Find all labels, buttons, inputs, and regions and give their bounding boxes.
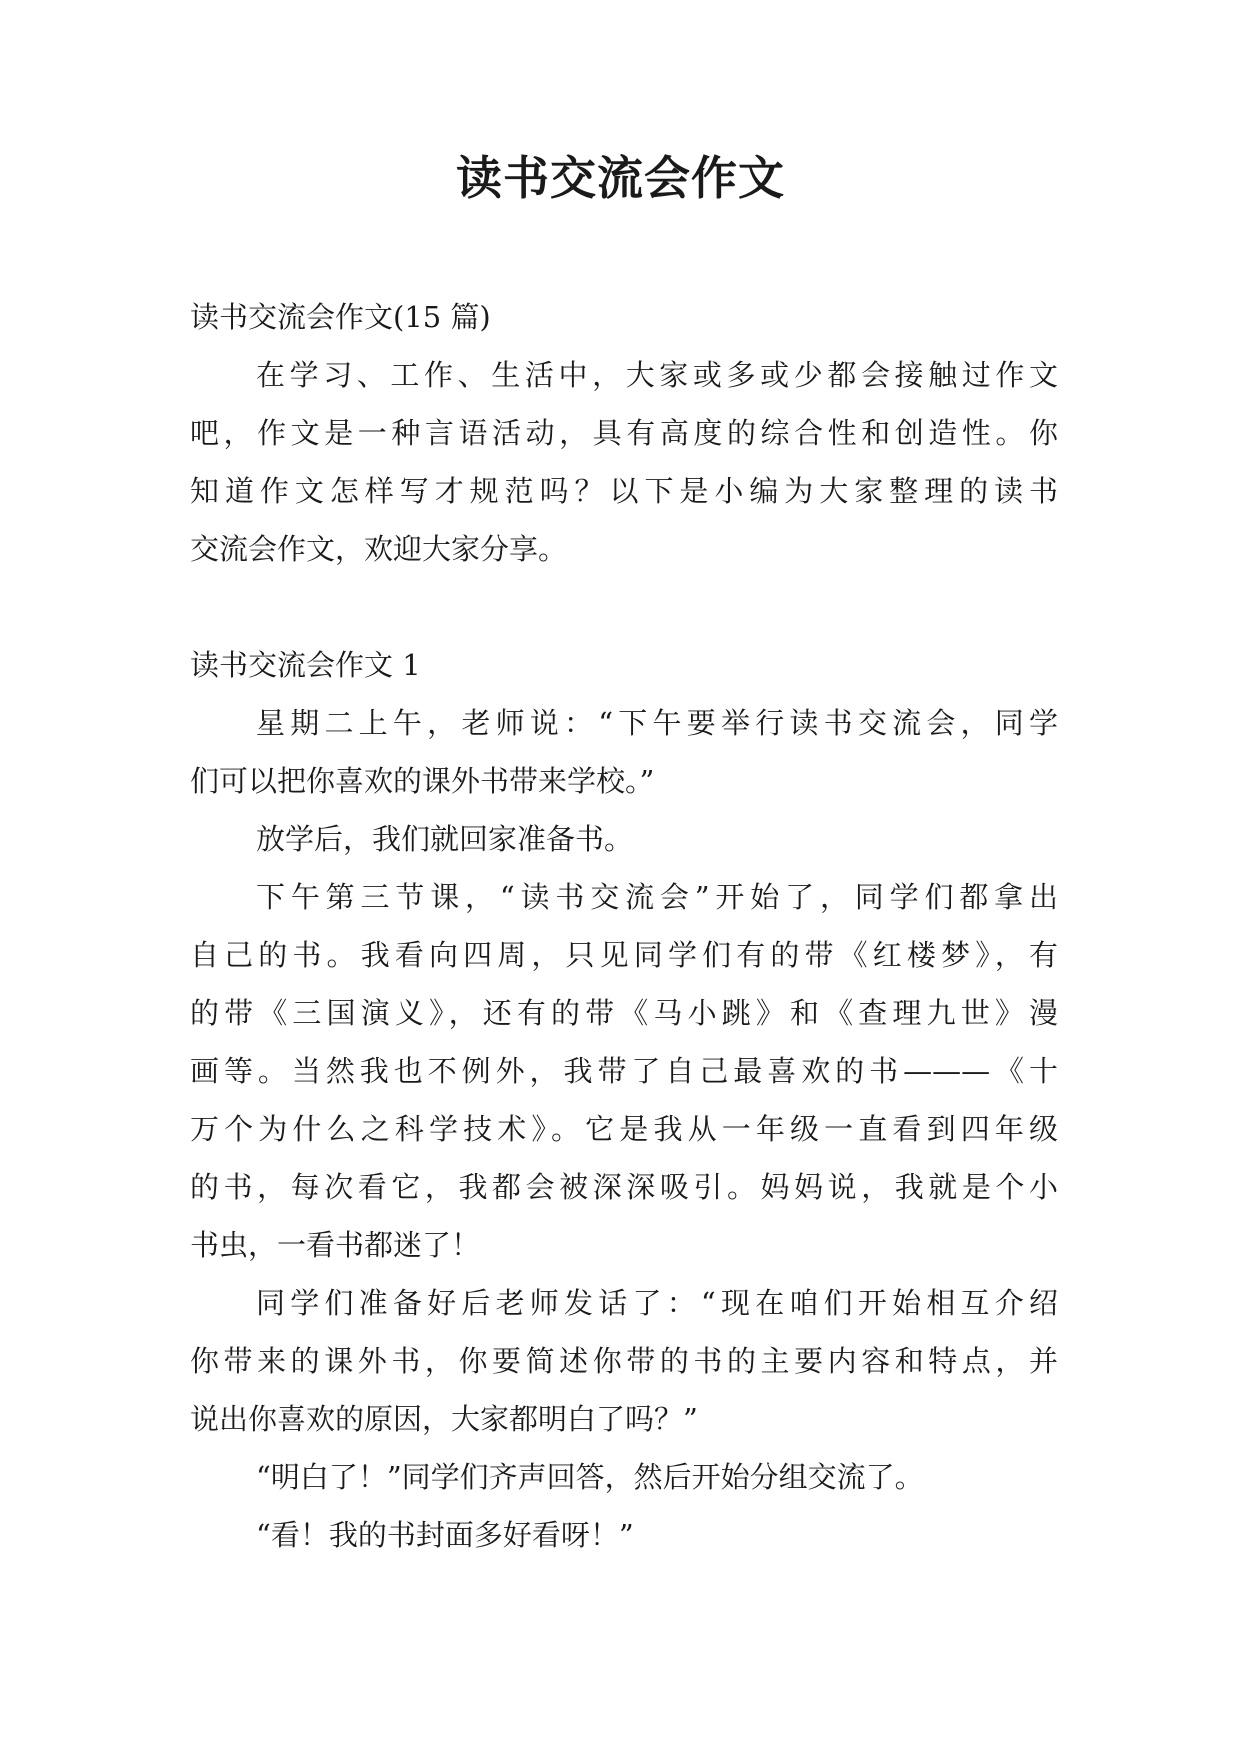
paragraph-line: 的带《三国演义》，还有的带《马小跳》和《查理九世》漫 [190,996,1058,1030]
section-heading: 读书交流会作文 1 [190,648,421,682]
paragraph-line: “看！我的书封面多好看呀！” [256,1518,634,1552]
document-title: 读书交流会作文 [456,151,785,205]
paragraph-line: 放学后，我们就回家准备书。 [256,822,634,856]
paragraph [190,868,1058,1274]
document-body [190,288,1058,1564]
paragraph-line: 知道作文怎样写才规范吗？以下是小编为大家整理的读书 [190,474,1058,508]
paragraph [190,810,1058,868]
paragraph-line: 说出你喜欢的原因，大家都明白了吗？” [190,1402,698,1436]
paragraph-line: 书虫，一看书都迷了！ [190,1228,481,1262]
paragraph-line: “明白了！”同学们齐声回答，然后开始分组交流了。 [256,1460,924,1494]
paragraph-line: 们可以把你喜欢的课外书带来学校。” [190,764,655,798]
paragraph-line: 画等。当然我也不例外，我带了自己最喜欢的书———《十 [190,1054,1058,1088]
paragraph [190,1448,1058,1506]
intro-paragraph [190,346,1058,578]
paragraph-line: 吧，作文是一种言语活动，具有高度的综合性和创造性。你 [190,416,1058,450]
paragraph-line: 同学们准备好后老师发话了：“现在咱们开始相互介绍 [256,1286,1058,1320]
paragraph-line: 你带来的课外书，你要简述你带的书的主要内容和特点，并 [190,1344,1058,1378]
paragraph-line: 万个为什么之科学技术》。它是我从一年级一直看到四年级 [190,1112,1058,1146]
paragraph-line: 交流会作文，欢迎大家分享。 [190,532,568,566]
paragraph [190,1506,1058,1564]
paragraph-line: 在学习、工作、生活中，大家或多或少都会接触过作文 [256,358,1058,392]
section-gap [190,578,1058,636]
paragraph-line: 下午第三节课，“读书交流会”开始了，同学们都拿出 [256,880,1058,914]
paragraph-line: 自己的书。我看向四周，只见同学们有的带《红楼梦》，有 [190,938,1058,972]
paragraph-line: 星期二上午，老师说：“下午要举行读书交流会，同学 [256,706,1058,740]
paragraph [190,694,1058,810]
document-subtitle: 读书交流会作文(15 篇) [190,300,491,334]
paragraph [190,1274,1058,1448]
paragraph-line: 的书，每次看它，我都会被深深吸引。妈妈说，我就是个小 [190,1170,1058,1204]
